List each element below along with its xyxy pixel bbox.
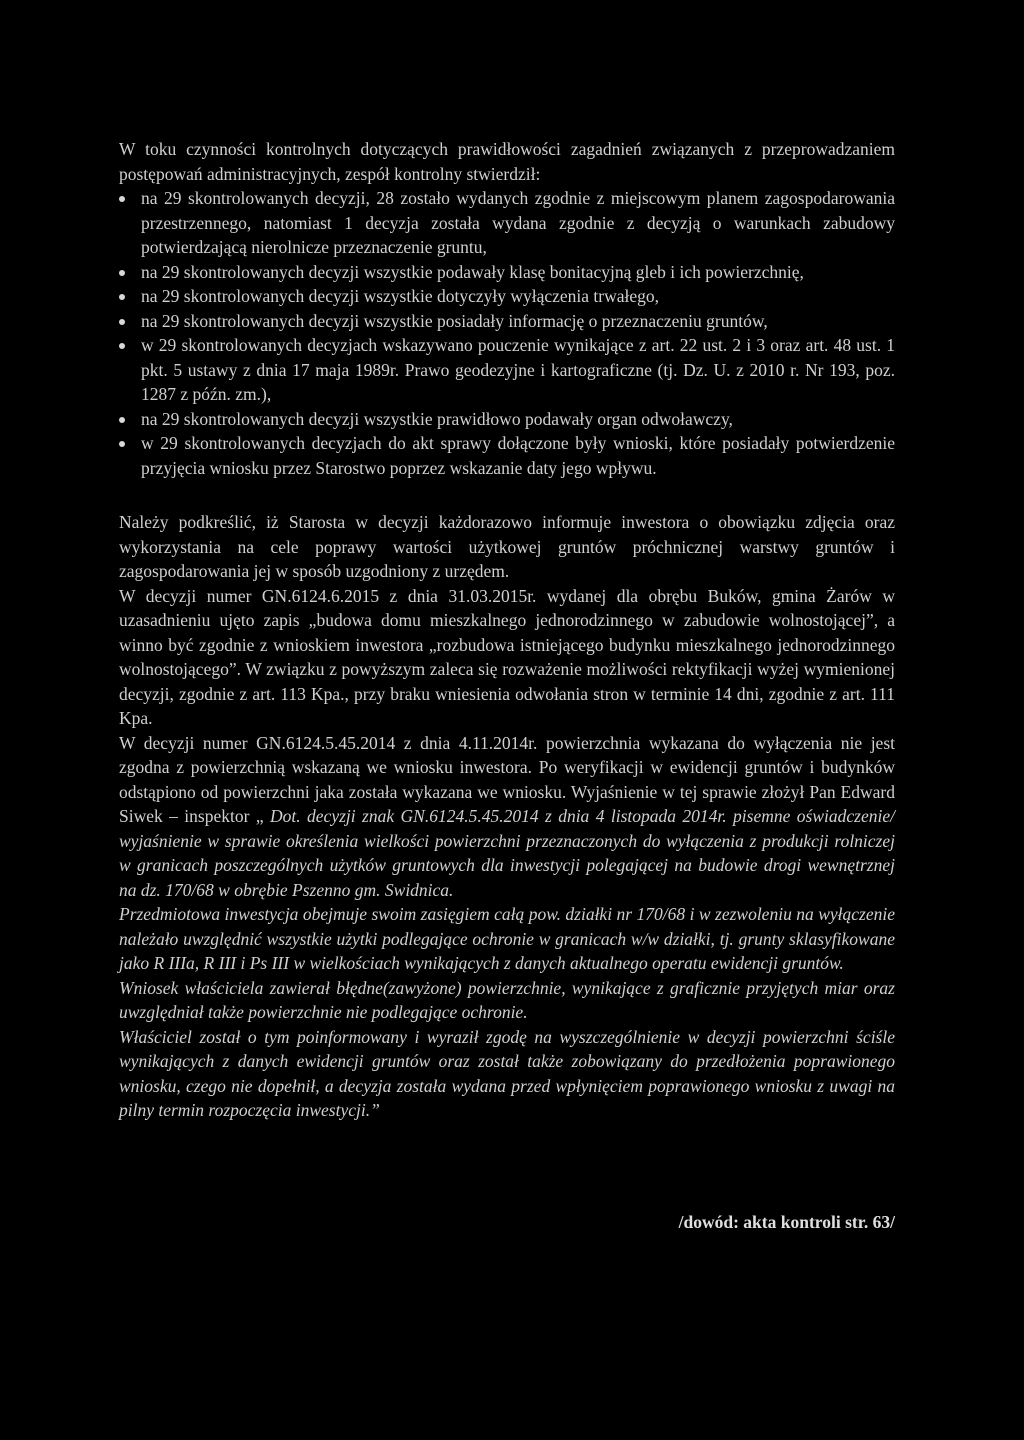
quoted-explanation: Dot. decyzji znak GN.6124.5.45.2014 z dnia 4 listopada 2014r. pisemne oświadczenie/ wyjaśnienie w sprawie określenia wielkości powierzchni przeznaczonych do wyłączenia z produkcji rolniczej w granicach poszczególnych użytków gruntowych dla inwestycji polegającej na budowie drogi wewnętrznej na dz. 170/68 w obrębie Pszenno gm. Swidnica. (119, 806, 895, 900)
list-item-text: na 29 skontrolowanych decyzji wszystkie posiadały informację o przeznaczeniu gruntów, (141, 310, 768, 331)
bullet-icon (119, 441, 125, 447)
list-item (119, 309, 895, 334)
list-item-text: na 29 skontrolowanych decyzji, 28 zostało wydanych zgodnie z miejscowym planem zagospodarowania przestrzennego, natomiast 1 decyzja została wydana zgodnie z decyzją o warunkach zabudowy potwierdzającą nierolnicze przeznaczenie gruntu, (141, 188, 895, 257)
list-item-text: na 29 skontrolowanych decyzji wszystkie dotyczyły wyłączenia trwałego, (141, 286, 660, 306)
paragraph-decision-2015: W decyzji numer GN.6124.6.2015 z dnia 31.03.2015r. wydanej dla obrębu Buków, gmina Żarów w uzasadnieniu ujęto zapis „budowa domu mieszkalnego jednorodzinnego w zabudowie wolnostojącej”, a winno być zgodnie z wnioskiem inwestora „rozbudowa istniejącego budynku mieszkalnego jednorodzinnego wolnostojącego”. W związku z powyższym zaleca się rozważenie możliwości rektyfikacji wyżej wymienionej decyzji, zgodnie z art. 113 Kpa., przy braku wniesienia odwołania stron w terminie 14 dni, zgodnie z art. 111 Kpa. (119, 585, 895, 728)
list-item (119, 260, 895, 285)
bullet-icon (119, 270, 125, 276)
list-item-text: na 29 skontrolowanych decyzji wszystkie podawały klasę bonitacyjną gleb i ich powierzchnię, (141, 261, 804, 282)
bullet-icon (119, 294, 125, 300)
document-body (119, 137, 895, 1123)
list-item-text: na 29 skontrolowanych decyzji wszystkie prawidłowo podawały organ odwoławczy, (141, 408, 733, 429)
bullet-icon (119, 343, 125, 349)
list-item (119, 186, 895, 260)
bullet-icon (119, 319, 125, 325)
list-item (119, 431, 895, 480)
list-item-text: w 29 skontrolowanych decyzjach wskazywano pouczenie wynikające z art. 22 ust. 2 i 3 oraz art. 48 ust. 1 pkt. 5 ustawy z dnia 17 maja 1989r. Prawo geodezyjne i kartograficzne (tj. Dz. U. z 2010 r. Nr 193, poz. 1287 z późn. zm.), (141, 335, 895, 404)
findings-list (119, 186, 895, 480)
bullet-icon (119, 196, 125, 202)
quoted-explanation-owner: Właściciel został o tym poinformowany i wyraził zgodę na wyszczególnienie w decyzji powierzchni ściśle wynikających z danych ewidencji gruntów oraz został także zobowiązany do przedłożenia poprawionego wniosku, czego nie dopełnił, a decyzja została wydana przed wpłynięciem poprawionego wniosku z uwagi na pilny termin rozpoczęcia inwestycji.” (119, 1026, 895, 1120)
list-item (119, 333, 895, 407)
list-item (119, 407, 895, 432)
paragraph-obligation: Należy podkreślić, iż Starosta w decyzji każdorazowo informuje inwestora o obowiązku zdjęcia oraz wykorzystania na cele poprawy wartości użytkowej gruntów próchnicznej warstwy gruntów i zagospodarowania jej w sposób uzgodniony z urzędem. (119, 512, 895, 581)
list-item-text: w 29 skontrolowanych decyzjach do akt sprawy dołączone były wnioski, które posiadały potwierdzenie przyjęcia wniosku przez Starostwo poprzez wskazanie daty jego wpływu. (141, 433, 895, 478)
bullet-icon (119, 417, 125, 423)
quoted-explanation-scope: Przedmiotowa inwestycja obejmuje swoim zasięgiem całą pow. działki nr 170/68 i w zezwoleniu na wyłączenie należało uwzględnić wszystkie użytki podlegające ochronie w granicach w/w działki, tj. grunty sklasyfikowane jako R IIIa, R III i Ps III w wielkościach wynikających z danych aktualnego operatu ewidencji gruntów. (119, 904, 895, 973)
findings-paragraphs (119, 510, 895, 1123)
paragraph-decision-2014-text: W decyzji numer GN.6124.5.45.2014 z dnia 4.11.2014r. powierzchnia wykazana do wyłączenia nie jest zgodna z powierzchnią wskazaną we wniosku inwestora. Po weryfikacji w ewidencji gruntów i budynków odstąpiono od powierzchni jaka została wykazana we wniosku. Wyjaśnienie w tej sprawie złożył Pan Edward Siwek – inspektor „ (119, 732, 895, 826)
intro-paragraph: W toku czynności kontrolnych dotyczących prawidłowości zagadnień związanych z przeprowadzaniem postępowań administracyjnych, zespół kontrolny stwierdził: (119, 139, 895, 184)
paragraph-decision-2014 (119, 731, 895, 903)
section-spacer (119, 480, 895, 510)
evidence-reference: /dowód: akta kontroli str. 63/ (678, 1212, 895, 1232)
list-item (119, 284, 895, 309)
quoted-explanation-application: Wniosek właściciela zawierał błędne(zawyżone) powierzchnie, wynikające z graficznie przyjętych miar oraz uwzględniał także powierzchnie nie podlegające ochronie. (119, 977, 895, 1022)
